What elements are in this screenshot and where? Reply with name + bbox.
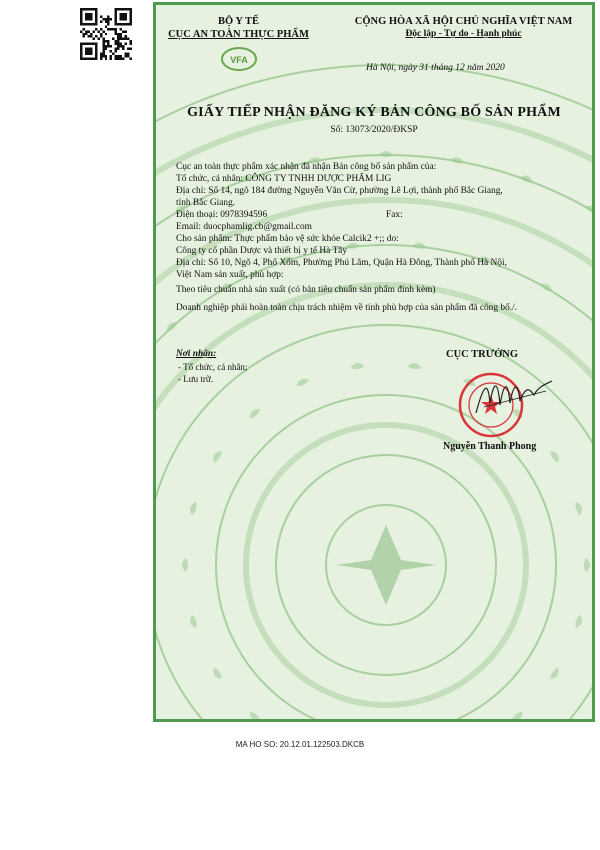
signature-mark (474, 373, 554, 423)
responsibility-line: Doanh nghiệp phải hoàn toàn chịu trách nhiệm về tính phù hợp của sản phẩm đã công bố./. (176, 303, 518, 313)
product-line: Cho sản phẩm: Thực phẩm bảo vệ sức khỏe Calcik2 +;; do: (176, 234, 399, 244)
manufacturer-address-2: Việt Nam sản xuất, phù hợp: (176, 270, 284, 280)
ministry-name: BỘ Y TẾ (217, 16, 260, 27)
phone-line: Điện thoại: 0978394596 (176, 210, 268, 220)
recipient-item: - Lưu trữ. (178, 374, 213, 384)
agency-name: CỤC AN TOÀN THỰC PHẨM (168, 29, 309, 40)
signer-name: Nguyễn Thanh Phong (443, 441, 537, 452)
country-header (331, 15, 595, 41)
document-number: Số: 13073/2020/ĐKSP (330, 125, 418, 135)
email-line: Email: duocphamlig.cb@gmail.com (176, 222, 312, 232)
manufacturer-line: Công ty cổ phần Dược và thiết bị y tế Hà Tây (176, 246, 348, 256)
issue-date: Hà Nội, ngày 31 tháng 12 năm 2020 (366, 63, 505, 73)
recipients-label: Nơi nhận: (176, 349, 217, 359)
recipient-item: - Tổ chức, cá nhân; (178, 362, 248, 372)
logo-text: VFA (230, 55, 248, 65)
fax-line: Fax: (386, 210, 403, 220)
vfa-logo (220, 45, 258, 73)
motto: Độc lập - Tự do - Hạnh phúc (405, 29, 522, 39)
confirmation-line: Cục an toàn thực phẩm xác nhận đã nhận Bản công bố sản phẩm của: (176, 162, 437, 172)
standard-line: Theo tiêu chuẩn nhà sản xuất (có bản tiêu chuẩn sản phẩm đính kèm) (176, 285, 436, 295)
country-name: CỘNG HÒA XÃ HỘI CHỦ NGHĨA VIỆT NAM (354, 16, 573, 27)
organization-line: Tổ chức, cá nhân: CÔNG TY TNHH DƯỢC PHẨM LIG (176, 174, 392, 184)
manufacturer-address-1: Địa chỉ: Số 10, Ngõ 4, Phố Xốm, Phường Phú Lãm, Quận Hà Đông, Thành phố Hà Nội, (176, 258, 507, 268)
organization-address-1: Địa chỉ: Số 14, ngõ 184 đường Nguyễn Văn Cừ, phường Lê Lợi, thành phố Bắc Giang, (176, 186, 503, 196)
qr-code (80, 8, 132, 60)
document-title: GIẤY TIẾP NHẬN ĐĂNG KÝ BẢN CÔNG BỐ SẢN PHẨM (187, 105, 561, 120)
organization-address-2: tỉnh Bắc Giang. (176, 198, 236, 208)
issuer-header (156, 15, 321, 41)
dossier-code: MA HO SO: 20.12.01.122503.DKCB (235, 740, 365, 749)
certificate (153, 2, 595, 722)
signer-title: CỤC TRƯỞNG (446, 349, 519, 360)
